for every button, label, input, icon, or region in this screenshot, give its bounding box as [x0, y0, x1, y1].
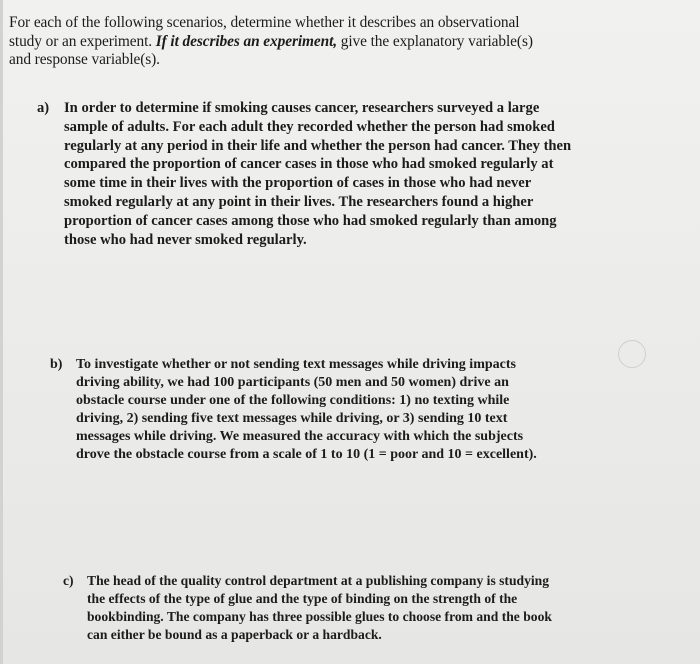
scenario-line: proportion of cancer cases among those who had smoked regularly than among: [64, 212, 557, 229]
scenario-line: smoked regularly at any point in their lives. The researchers found a higher: [64, 193, 534, 210]
scenario-line: the effects of the type of glue and the type of binding on the strength of the: [87, 591, 518, 606]
scenario-line: compared the proportion of cancer cases in those who had smoked regularly at: [64, 156, 554, 173]
scenario-line: obstacle course under one of the following conditions: 1) no texting while: [76, 393, 510, 408]
circle-mark-icon: [618, 340, 646, 368]
instructions-line-1: For each of the following scenarios, determine whether it describes an observational: [9, 14, 520, 31]
scenario-marker: c): [63, 573, 74, 588]
scenario-a-text: [64, 99, 617, 249]
instructions-emphasis: If it describes an experiment,: [155, 32, 338, 50]
scenario-line: can either be bound as a paperback or a hardback.: [87, 627, 382, 642]
instructions-line-2: [9, 33, 649, 52]
scenario-line: bookbinding. The company has three possible glues to choose from and the book: [87, 609, 552, 624]
scenario-line: regularly at any period in their life and whether the person had cancer. They then: [64, 137, 572, 154]
instructions-line-3: and response variable(s).: [9, 51, 160, 68]
page-edge: [0, 0, 3, 664]
scenario-c: [63, 572, 593, 644]
scenario-marker: a): [37, 100, 50, 116]
scenario-line: sample of adults. For each adult they recorded whether the person had smoked: [64, 118, 555, 135]
scenario-b-text: [76, 356, 590, 464]
instructions-line-2-start: study or an experiment.: [9, 32, 156, 50]
scenario-line: messages while driving. We measured the accuracy with which the subjects: [76, 429, 524, 444]
scenario-line: drove the obstacle course from a scale of 1 to 10 (1 = poor and 10 = excellent).: [76, 447, 537, 462]
scenario-marker: b): [50, 357, 63, 372]
scenario-line: driving, 2) sending five text messages while driving, or 3) sending 10 text: [76, 411, 508, 426]
scenario-line: In order to determine if smoking causes cancer, researchers surveyed a large: [64, 100, 540, 116]
scenario-c-text: [87, 572, 593, 644]
scenario-line: some time in their lives with the proportion of cases in those who had never: [64, 175, 532, 192]
scenario-line: those who had never smoked regularly.: [64, 231, 307, 248]
scenario-line: The head of the quality control department at a publishing company is studying: [87, 573, 550, 588]
scenario-line: To investigate whether or not sending text messages while driving impacts: [76, 357, 516, 372]
scenario-a: [37, 99, 617, 249]
instructions-line-2-end: give the explanatory variable(s): [337, 32, 533, 50]
instructions: [9, 14, 649, 70]
scenario-b: [50, 356, 590, 464]
scenario-line: driving ability, we had 100 participants (50 men and 50 women) drive an: [76, 375, 509, 390]
